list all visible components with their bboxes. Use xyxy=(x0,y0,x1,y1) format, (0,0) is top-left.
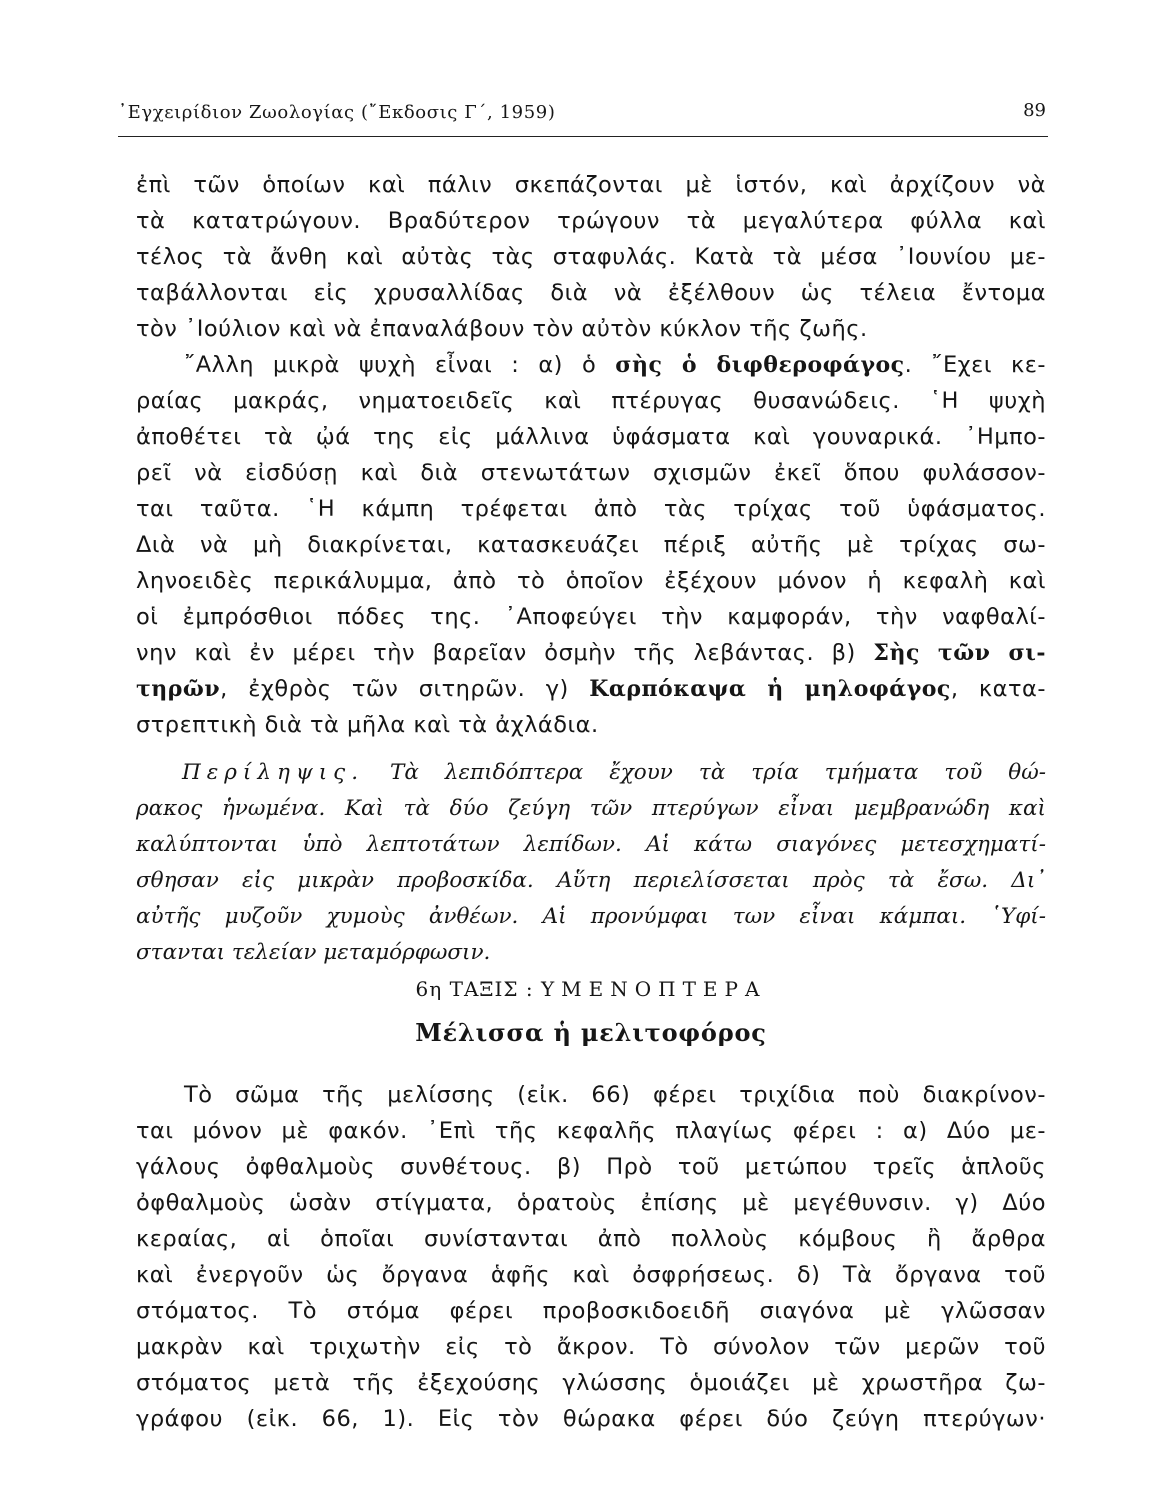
text-line: γράφου (εἰκ. 66, 1). Εἰς τὸν θώρακα φέρει δύο ζεύγη πτερύγων· xyxy=(136,1406,1046,1432)
text-line: σθησαν εἰς μικρὰν προβοσκίδα. Αὕτη περιελίσσεται πρὸς τὰ ἔσω. Δι᾿ xyxy=(136,868,1046,893)
text-line xyxy=(184,348,1046,382)
text-line: καλύπτονται ὑπὸ λεπτοτάτων λεπίδων. Αἱ κάτω σιαγόνες μετεσχηματί- xyxy=(136,832,1046,857)
text-line: γάλους ὀφθαλμοὺς συνθέτους. β) Πρὸ τοῦ μετώπου τρεῖς ἁπλοῦς xyxy=(136,1154,1046,1180)
section-order: 6η ΤΑΞΙΣ : xyxy=(415,977,534,1001)
text-line: ἐπὶ τῶν ὁποίων καὶ πάλιν σκεπάζονται μὲ ἱστόν, καὶ ἀρχίζουν νὰ xyxy=(136,172,1046,198)
page-number: 89 xyxy=(1023,100,1046,121)
text-line: τέλος τὰ ἄνθη καὶ αὐτὰς τὰς σταφυλάς. Κατὰ τὰ μέσα ᾿Ιουνίου με- xyxy=(136,244,1046,270)
text-run: . ῎Εχει κε- xyxy=(904,352,1047,378)
text-line xyxy=(136,636,1046,670)
text-line: αὐτῆς μυζοῦν χυμοὺς ἀνθέων. Αἱ προνύμφαι των εἶναι κάμπαι. ῾Υφί- xyxy=(136,904,1046,929)
term-bold: Καρπόκαψα ἡ μηλοφάγος xyxy=(589,676,951,702)
summary-label: Περίληψις. xyxy=(182,760,365,785)
text-line: στόματος μετὰ τῆς ἐξεχούσης γλώσσης ὁμοιάζει μὲ χρωστῆρα ζω- xyxy=(136,1370,1046,1396)
section-subtitle: Μέλισσα ἡ μελιτοφόρος xyxy=(415,1018,767,1047)
text-line: ληνοειδὲς περικάλυμμα, ἀπὸ τὸ ὁποῖον ἐξέχουν μόνον ἡ κεφαλὴ καὶ xyxy=(136,568,1046,594)
text-line xyxy=(136,672,1046,706)
text-line: Τὸ σῶμα τῆς μελίσσης (εἰκ. 66) φέρει τριχίδια ποὺ διακρίνον- xyxy=(184,1082,1046,1108)
text-line: ραίας μακράς, νηματοειδεῖς καὶ πτέρυγας θυσανώδεις. ῾Η ψυχὴ xyxy=(136,388,1046,414)
text-line: οἱ ἐμπρόσθιοι πόδες της. ᾿Αποφεύγει τὴν καμφοράν, τὴν ναφθαλί- xyxy=(136,604,1046,630)
text-line: ὀφθαλμοὺς ὡσὰν στίγματα, ὁρατοὺς ἐπίσης μὲ μεγέθυνσιν. γ) Δύο xyxy=(136,1190,1046,1216)
text-run: , κατα- xyxy=(950,676,1046,702)
text-line: στόματος. Τὸ στόμα φέρει προβοσκιδοειδῆ σιαγόνα μὲ γλῶσσαν xyxy=(136,1298,1046,1324)
text-line: μακρὰν καὶ τριχωτὴν εἰς τὸ ἄκρον. Τὸ σύνολον τῶν μερῶν τοῦ xyxy=(136,1334,1046,1360)
section-name: ΥΜΕΝΟΠΤΕΡΑ xyxy=(540,977,767,1001)
text-line: ρεῖ νὰ εἰσδύσῃ καὶ διὰ στενωτάτων σχισμῶν ἐκεῖ ὅπου φυλάσσον- xyxy=(136,460,1046,486)
text-line: Διὰ νὰ μὴ διακρίνεται, κατασκευάζει πέριξ αὐτῆς μὲ τρίχας σω- xyxy=(136,532,1046,558)
running-header xyxy=(118,96,1048,137)
text-line: τὸν ᾿Ιούλιον καὶ νὰ ἐπαναλάβουν τὸν αὐτὸν κύκλον τῆς ζωῆς. xyxy=(136,316,868,342)
text-line: τὰ κατατρώγουν. Βραδύτερον τρώγουν τὰ μεγαλύτερα φύλλα καὶ xyxy=(136,208,1046,234)
text-run: ῎Αλλη μικρὰ ψυχὴ εἶναι : α) ὁ xyxy=(184,352,616,378)
term-bold: σὴς ὁ διφθεροφάγος xyxy=(615,352,905,378)
term-bold: Σὴς τῶν σι- xyxy=(873,640,1047,666)
term-bold: τηρῶν xyxy=(136,676,221,702)
text-line: ται ταῦτα. ῾Η κάμπη τρέφεται ἀπὸ τὰς τρίχας τοῦ ὑφάσματος. xyxy=(136,496,1046,522)
text-line: ταβάλλονται εἰς χρυσαλλίδας διὰ νὰ ἐξέλθουν ὡς τέλεια ἔντομα xyxy=(136,280,1046,306)
text-run: , ἐχθρὸς τῶν σιτηρῶν. γ) xyxy=(220,676,590,702)
text-line: καὶ ἐνεργοῦν ὡς ὄργανα ἁφῆς καὶ ὀσφρήσεως. δ) Τὰ ὄργανα τοῦ xyxy=(136,1262,1046,1288)
text-line: κεραίας, αἱ ὁποῖαι συνίστανται ἀπὸ πολλοὺς κόμβους ἢ ἄρθρα xyxy=(136,1226,1046,1252)
running-title: ᾿Εγχειρίδιον Ζωολογίας (῎Εκδοσις Γ΄, 1959) xyxy=(118,102,556,123)
text-line: ρακος ἡνωμένα. Καὶ τὰ δύο ζεύγη τῶν πτερύγων εἶναι μεμβρανώδη καὶ xyxy=(136,796,1046,821)
text-line: στανται τελείαν μεταμόρφωσιν. xyxy=(136,940,491,965)
text-line xyxy=(182,756,1046,790)
text-line: ται μόνον μὲ φακόν. ᾿Επὶ τῆς κεφαλῆς πλαγίως φέρει : α) Δύο με- xyxy=(136,1118,1046,1144)
text-line: ἀποθέτει τὰ ᾠά της εἰς μάλλινα ὑφάσματα καὶ γουναρικά. ᾿Ημπο- xyxy=(136,424,1046,450)
text-run: Τὰ λεπιδόπτερα ἔχουν τὰ τρία τμήματα τοῦ θώ- xyxy=(390,760,1046,785)
section-heading xyxy=(136,972,1046,1006)
text-line: στρεπτικὴ διὰ τὰ μῆλα καὶ τὰ ἀχλάδια. xyxy=(136,712,599,738)
text-run: νην καὶ ἐν μέρει τὴν βαρεῖαν ὀσμὴν τῆς λεβάντας. β) xyxy=(136,640,874,666)
